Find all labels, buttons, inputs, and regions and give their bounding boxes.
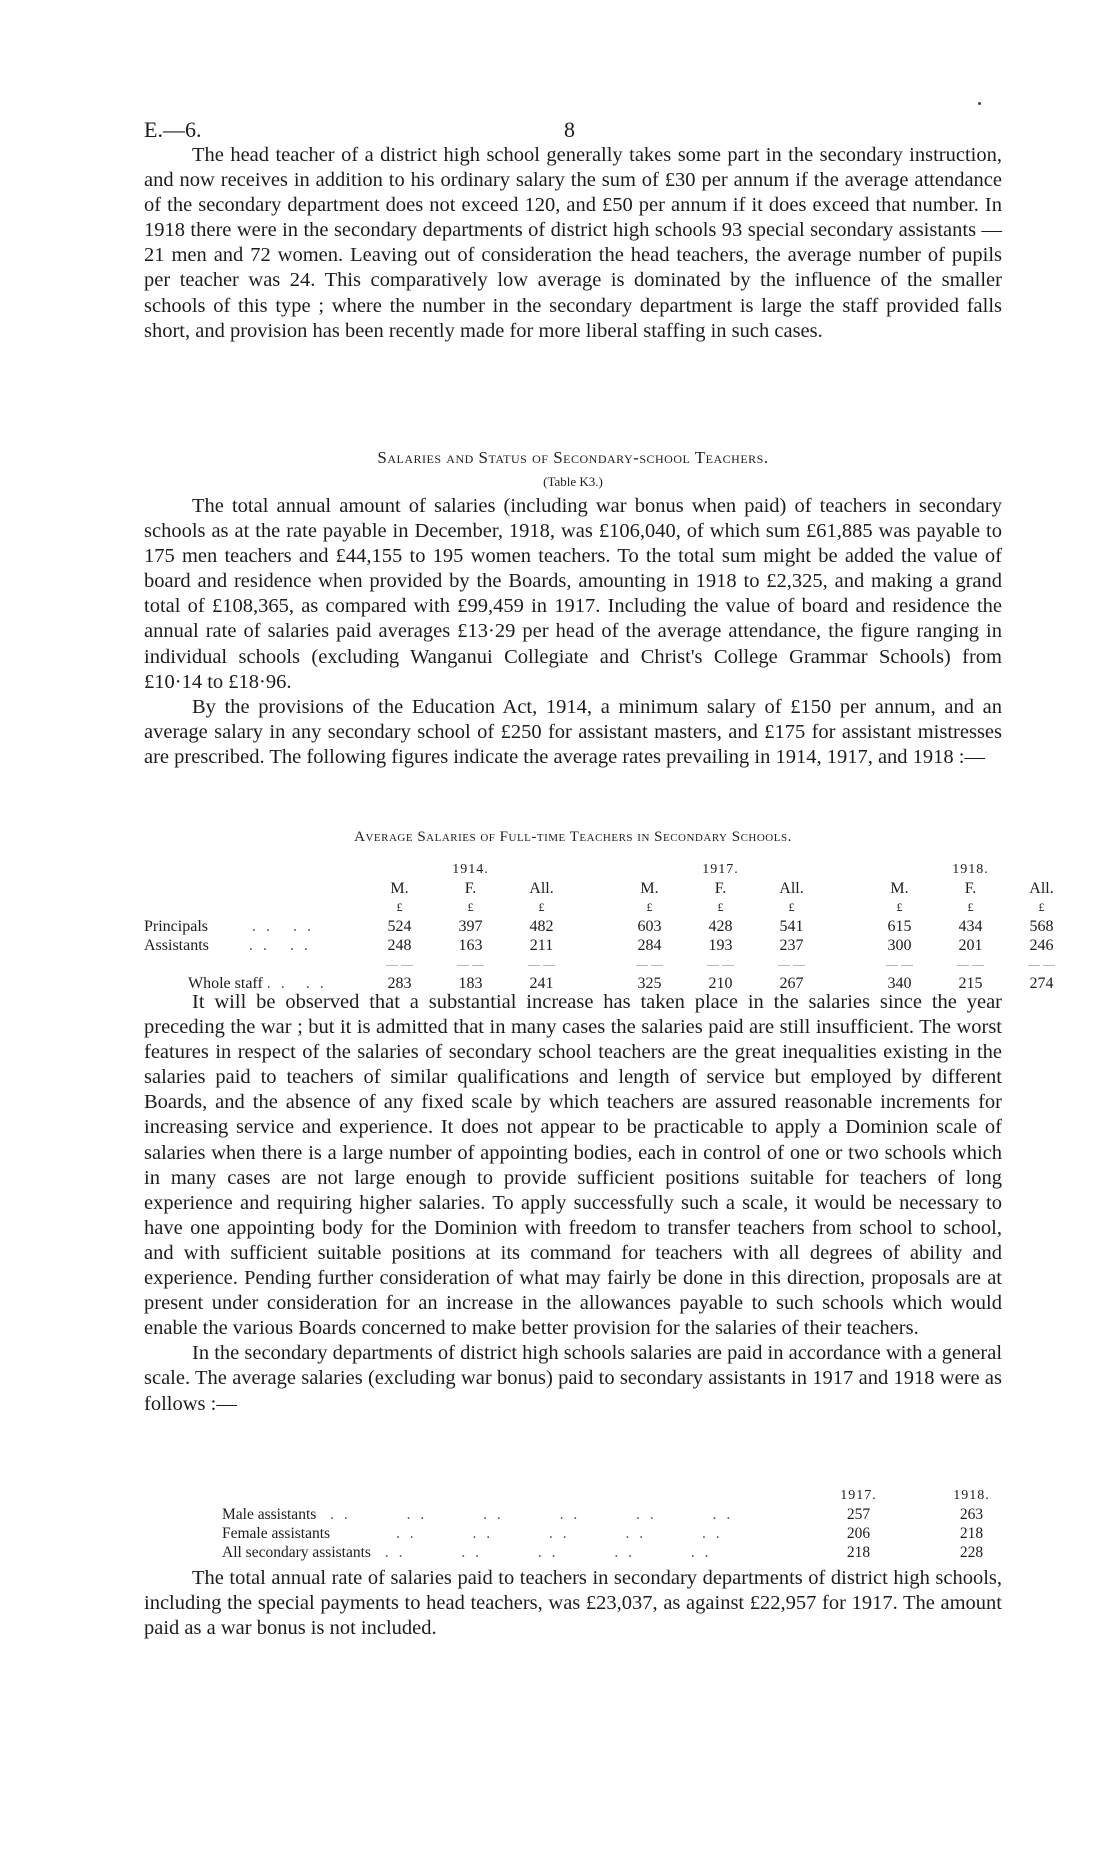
cell-value: 257: [846, 1505, 871, 1523]
row-label: Principals: [144, 917, 208, 935]
cell-value: 228: [959, 1543, 984, 1561]
cell-value: 603: [637, 917, 662, 935]
cell-value: 568: [1029, 917, 1054, 935]
cell-value: 434: [958, 917, 983, 935]
cell-value: 218: [959, 1524, 984, 1542]
unit-pound: £: [717, 900, 724, 914]
cell-value: 246: [1029, 936, 1054, 954]
row-label: Female assistants: [222, 1524, 331, 1542]
dot-leader: . .: [293, 917, 314, 935]
year-1914: 1914.: [452, 861, 489, 877]
cell-value: 428: [708, 917, 733, 935]
unit-pound: £: [788, 900, 795, 914]
paragraph-district-totals: The total annual rate of salaries paid to teachers in secondary departments of district high schools, including the special payments to head teachers, was £23,037, as against £22,957 for 1917. The amount paid as a war bonus is not included.: [144, 1567, 1002, 1640]
unit-pound: £: [967, 900, 974, 914]
col-male: M.: [640, 879, 659, 897]
dot-leader: . .: [472, 1524, 494, 1542]
year-1918: 1918.: [953, 1487, 990, 1503]
column-header-row: [144, 879, 1077, 898]
table-row: [144, 1543, 1028, 1562]
paragraph-head-teacher: The head teacher of a district high school generally takes some part in the secondary instruction, and now receives in addition to his ordinary salary the sum of £30 per annum if the average attendance of the secondary department does not exceed 120, and £50 per annum if it does exceed that number. In 1918 there were in the secondary departments of district high schools 93 special secondary assistants —21 men and 72 women. Leaving out of consideration the head teachers, the average number of pupils per teacher was 24. This comparatively low average is dominated by the influence of the smaller schools of this type ; where the number in the secondary department is large the staff provided falls short, and provision has been recently made for more liberal staffing in such cases.: [144, 144, 1002, 342]
cell-value: 482: [529, 917, 554, 935]
unit-pound: £: [396, 900, 403, 914]
page-number: 8: [564, 117, 575, 142]
cell-value: 524: [387, 917, 412, 935]
cell-value: 284: [637, 936, 662, 954]
unit-pound: £: [1038, 900, 1045, 914]
cell-value: 267: [779, 974, 804, 992]
dot-leader: . .: [712, 1505, 734, 1523]
paragraph-observations: It will be observed that a substantial increase has taken place in the salaries since the year preceding the war ; but it is admitted that in many cases the salaries paid are still insufficient. The worst features in respect of the salaries of secondary school teachers are the great inequalities existing in the salaries paid to teachers of similar qualifications and length of service but employed by different Boards, and the absence of any fixed scale by which teachers are assured reasonable increments for increasing service and experience. It does not appear to be practicable to apply a Dominion scale of salaries when there is a large number of appointing bodies, each in control of one or two schools which in many cases are not large enough to provide sufficient positions suitable for teachers of long experience and requiring higher salaries. To apply successfully such a scale, it would be necessary to have one appointing body for the Dominion with freedom to transfer teachers from school to school, and with sufficient suitable positions at its command for teachers with all degrees of ability and experience. Pending further consideration of what may fairly be done in this direction, proposals are at present under consideration for an increase in the allowances payable to such schools which would enable the various Boards concerned to make better provision for the salaries of their teachers. In the secondary departments of district high schools salaries are paid in accordance with a general scale. The average salaries (excluding war bonus) paid to secondary assistants in 1917 and 1918 were as follows :—: [144, 991, 1003, 1415]
cell-value: 211: [529, 936, 554, 954]
secondary-assistants-table: [144, 1486, 1028, 1562]
cell-value: 206: [846, 1524, 871, 1542]
dot-leader: . .: [701, 1524, 723, 1542]
cell-value: 201: [958, 936, 983, 954]
table-row: [144, 1505, 1028, 1524]
col-female: F.: [464, 879, 477, 897]
dot-leader: . .: [537, 1543, 559, 1561]
dot-leader: . .: [636, 1505, 657, 1523]
report-code: E.—6.: [144, 117, 202, 142]
year-1917: 1917.: [840, 1487, 877, 1503]
dot-leader: . .: [248, 936, 270, 954]
cell-value: 193: [708, 936, 733, 954]
col-female: F.: [714, 879, 727, 897]
dot-leader: . .: [461, 1543, 482, 1561]
ditto-row: — — — — — — — — — — — — — — — — — —: [386, 957, 1055, 971]
dot-leader: . .: [406, 1505, 428, 1523]
row-label: All secondary assistants: [222, 1543, 371, 1561]
unit-pound: £: [538, 900, 545, 914]
cell-value: 263: [959, 1505, 984, 1523]
table-row-principals: [144, 917, 1077, 936]
table-reference: (Table K3.): [543, 474, 603, 489]
average-salaries-title: Average Salaries of Full-time Teachers in Secondary Schools.: [354, 829, 792, 845]
col-female: F.: [964, 879, 977, 897]
cell-value: 615: [887, 917, 912, 935]
cell-value: 325: [637, 974, 662, 992]
unit-pound: £: [467, 900, 474, 914]
table-row: [144, 1524, 1028, 1543]
table-row-assistants: [144, 936, 1077, 955]
dot-leader: . .: [289, 936, 311, 954]
col-male: M.: [390, 879, 409, 897]
year-row: [144, 1486, 1028, 1505]
year-1918: 1918.: [952, 861, 989, 877]
section-heading: Salaries and Status of Secondary-school Teachers.: [377, 448, 769, 467]
dot-leader: . .: [384, 1543, 406, 1561]
col-all: All.: [529, 879, 554, 897]
dot-leader: . .: [614, 1543, 635, 1561]
dot-leader: . .: [559, 1505, 581, 1523]
dot-leader: . .: [483, 1505, 504, 1523]
average-salaries-table: [144, 860, 1077, 993]
cell-value: 397: [458, 917, 483, 935]
cell-value: 237: [779, 936, 804, 954]
cell-value: 241: [529, 974, 554, 992]
dot-leader: . .: [266, 974, 288, 992]
cell-value: 274: [1029, 974, 1054, 992]
col-male: M.: [890, 879, 909, 897]
cell-value: 183: [458, 974, 483, 992]
dot-leader: . .: [252, 917, 273, 935]
dot-leader: . .: [690, 1543, 712, 1561]
cell-value: 541: [779, 917, 804, 935]
row-label: Whole staff: [188, 974, 263, 992]
year-row: [144, 860, 1077, 879]
paragraph-total-salaries: The total annual amount of salaries (including war bonus when paid) of teachers in secondary schools as at the rate payable in December, 1918, was £106,040, of which sum £61,885 was payable to 175 men teachers and £44,155 to 195 women teachers. To the total sum might be added the value of board and residence when provided by the Boards, amounting in 1918 to £2,325, and making a grand total of £108,365, as compared with £99,459 in 1917. Including the value of board and residence the annual rate of salaries paid averages £13·29 per head of the average attendance, the figure ranging in individual schools (excluding Wanganui Collegiate and Christ's College Grammar Schools) from £10·14 to £18·96. By the provisions of the Education Act, 1914, a minimum salary of £150 per annum, and an average salary in any secondary school of £250 for assistant masters, and £175 for assistant mistresses are prescribed. The following figures indicate the average rates prevailing in 1914, 1917, and 1918 :—: [144, 495, 1002, 768]
dot-leader: . .: [625, 1524, 647, 1542]
year-1917: 1917.: [702, 861, 739, 877]
cell-value: 218: [846, 1543, 871, 1561]
dot-leader: . .: [330, 1505, 351, 1523]
cell-value: 300: [887, 936, 912, 954]
row-label: Assistants: [144, 936, 209, 954]
unit-pound: £: [646, 900, 653, 914]
cell-value: 163: [458, 936, 483, 954]
col-all: All.: [779, 879, 804, 897]
row-label: Male assistants: [222, 1505, 317, 1523]
unit-row: [144, 898, 1077, 917]
dot-leader: . .: [395, 1524, 417, 1542]
cell-value: 248: [387, 936, 412, 954]
cell-value: 215: [958, 974, 983, 992]
dot-leader: . .: [548, 1524, 570, 1542]
dot-leader: . .: [305, 974, 327, 992]
unit-pound: £: [896, 900, 903, 914]
cell-value: 340: [887, 974, 912, 992]
speck-mark: [978, 102, 981, 105]
cell-value: 210: [708, 974, 733, 992]
cell-value: 283: [387, 974, 412, 992]
col-all: All.: [1029, 879, 1054, 897]
